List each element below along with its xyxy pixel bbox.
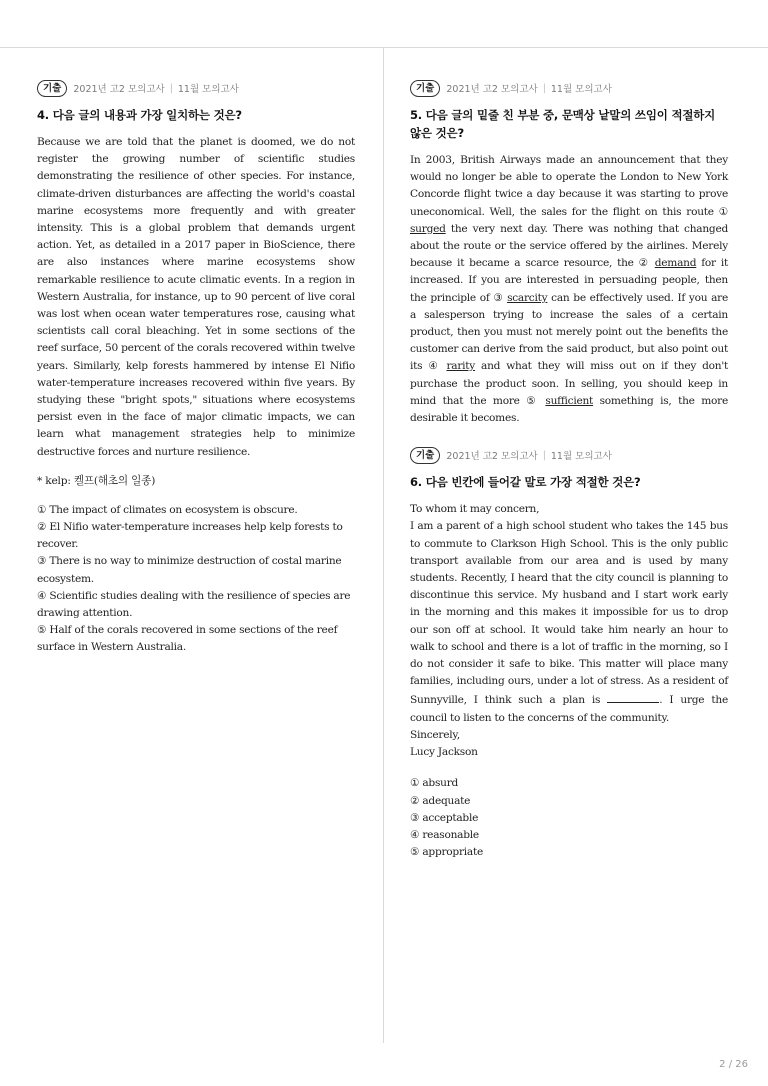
question-6-title: 6. 다음 빈칸에 들어갈 말로 가장 적절한 것은? <box>410 475 641 490</box>
underlined-word-2: demand <box>654 257 697 270</box>
option-5[interactable]: ⑤ Half of the corals recovered in some sections of the reef surface in Western Australia. <box>37 624 338 654</box>
option-1[interactable]: ① The impact of climates on ecosystem is obscure. <box>37 503 298 516</box>
question-4-options <box>37 502 355 657</box>
letter-salutation: To whom it may concern, <box>410 503 540 516</box>
letter-text: I am a parent of a high school student who takes the 145 bus to commute to Clarkson High School. This is the only public transport available from our area and is used by many students. Recently, I heard that the city council is planning to discontinue this service. My husband and I start work early in the morning and this makes it impossible for us to drop our son off at school. It would take him nearly an hour to walk to school and there is a lot of traffic in the morning, so I do not consider it safe to bike. This matter will place many families, including ours, under a lot of stress. As a resident of Sunnyville, I think such a plan is <box>410 520 728 707</box>
source-badge: 기출 <box>37 80 67 97</box>
underlined-word-1: surged <box>410 222 446 235</box>
question-4-passage: Because we are told that the planet is doomed, we do not register the growing number of scientific studies demonstrating the resilience of other species. For instance, climate-driven disturbances are affecting the world's coastal marine ecosystems more frequently and with greater intensity. This is a global problem that demands urgent action. Yet, as detailed in a 2017 paper in BioScience, there are also instances where marine ecosystems show remarkable resilience to acute climatic events. In a region in Western Australia, for instance, up to 90 percent of live coral was lost when ocean water temperatures rose, causing what scientists call coral bleaching. Yet in some sections of the reef surface, 50 percent of the corals recovered within twelve years. Similarly, kelp forests hammered by intense El Nifio water-temperature increases recovered within five years. By studying these "bright spots," situations where ecosystems persist even in the face of major climatic impacts, we can learn what management strategies help to minimize destructive forces and nurture resilience. <box>37 136 355 458</box>
exam-year: 2021년 고2 모의고사 <box>73 84 165 95</box>
question-6-meta <box>410 445 728 465</box>
passage-text: and what they will miss out on if they don't purchase the product soon. In selling, you should keep in mind that the more ⑤ <box>410 360 728 407</box>
letter-signature: Lucy Jackson <box>410 746 478 759</box>
underlined-word-5: sufficient <box>545 394 594 407</box>
option-5[interactable]: ⑤ appropriate <box>410 846 484 859</box>
passage-text: for it increased. If you are interested in persuading people, then the principle of ③ <box>410 257 728 304</box>
passage-text: In 2003, British Airways made an announcement that they would no longer be able to operate the London to New York Concorde flight twice a day because it was starting to prove uneconomical. Well, the sales for the flight on this route ① <box>410 154 728 218</box>
question-4-meta <box>37 78 355 98</box>
letter-text: . I urge the council to listen to the concerns of the community. <box>410 694 728 724</box>
letter-body <box>410 518 728 726</box>
meta-separator: | <box>169 82 173 94</box>
source-badge: 기출 <box>410 447 440 464</box>
meta-separator: | <box>542 82 546 94</box>
question-4-title: 4. 다음 글의 내용과 가장 일치하는 것은? <box>37 108 242 122</box>
letter-closing: Sincerely, <box>410 728 460 741</box>
underlined-word-3: scarcity <box>507 291 548 304</box>
question-4 <box>37 78 355 657</box>
question-6 <box>410 445 728 861</box>
page-number: 2 / 26 <box>719 1059 748 1070</box>
exam-year: 2021년 고2 모의고사 <box>446 451 538 463</box>
exam-month: 11월 모의고사 <box>177 84 239 95</box>
underlined-word-4: rarity <box>446 360 476 373</box>
meta-separator: | <box>542 449 546 461</box>
option-4[interactable]: ④ Scientific studies dealing with the resilience of species are drawing attention. <box>37 589 351 620</box>
question-5 <box>410 78 728 427</box>
source-badge: 기출 <box>410 80 440 97</box>
right-column <box>410 78 728 879</box>
question-5-title: 5. 다음 글의 밑줄 친 부분 중, 문맥상 낱말의 쓰임이 적절하지 않은 것은? <box>410 108 716 140</box>
exam-month: 11월 모의고사 <box>550 84 612 95</box>
option-3[interactable]: ③ There is no way to minimize destruction of costal marine ecosystem. <box>37 555 342 585</box>
option-4[interactable]: ④ reasonable <box>410 828 479 841</box>
option-2[interactable]: ② El Nifio water-temperature increases help kelp forests to recover. <box>37 521 343 551</box>
passage-text: can be effectively used. If you are a salesperson trying to increase the sales of a certain product, then you must not merely point out the benefits the customer can derive from the said product, but also point out its ④ <box>410 291 729 373</box>
passage-text: something is, the more desirable it becomes. <box>410 394 728 425</box>
header-rule <box>0 47 768 48</box>
exam-month: 11월 모의고사 <box>550 451 612 463</box>
question-6-options <box>410 775 728 861</box>
passage-text: the very next day. There was nothing that changed about the route or the service offered by the airlines. Merely because it became a scarce resource, the ② <box>410 222 728 270</box>
question-5-passage <box>410 152 728 427</box>
answer-blank <box>607 690 659 703</box>
question-4-footnote: * kelp: 켈프(해초의 일종) <box>37 474 156 487</box>
column-divider <box>383 48 384 1043</box>
left-column <box>37 78 355 675</box>
question-5-meta <box>410 78 728 98</box>
option-2[interactable]: ② adequate <box>410 794 471 807</box>
option-3[interactable]: ③ acceptable <box>410 811 479 824</box>
option-1[interactable]: ① absurd <box>410 777 459 790</box>
exam-year: 2021년 고2 모의고사 <box>446 84 538 95</box>
